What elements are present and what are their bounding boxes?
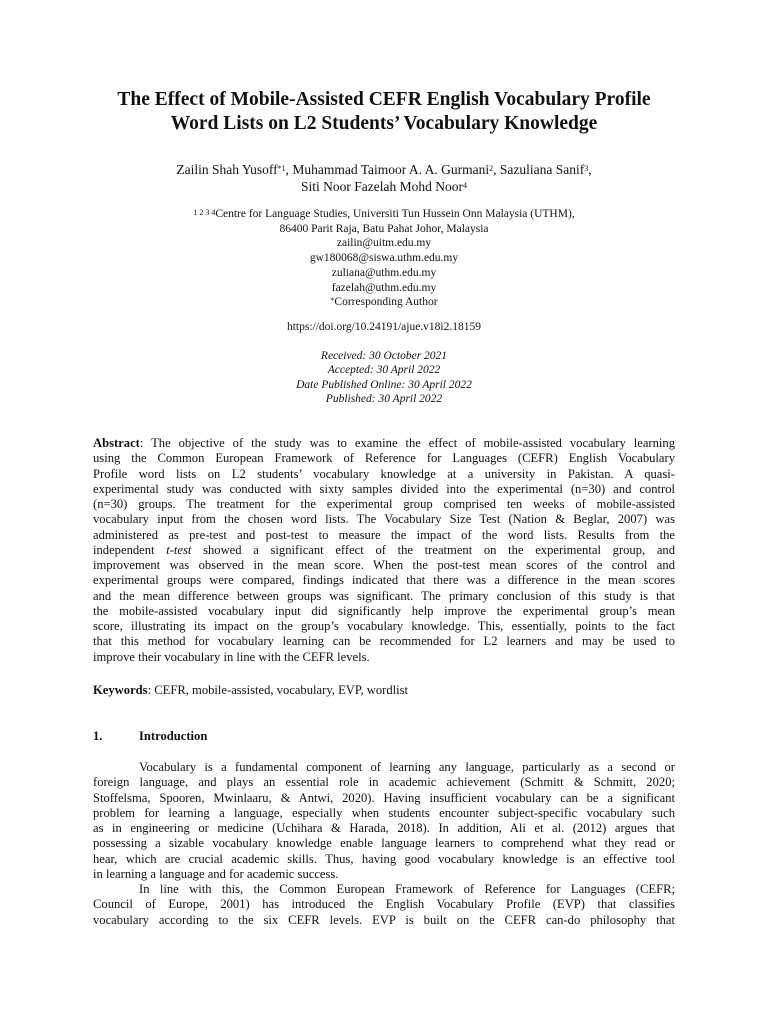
intro-line: hear, which are crucial academic skills. Thus, having good vocabulary knowledge is an effective tool xyxy=(93,851,675,866)
abstract-line xyxy=(93,436,675,451)
abstract-line: experimental study was conducted with sixty samples divided into the experimental (n=30) and control xyxy=(93,481,675,496)
author-list xyxy=(60,161,708,195)
author-name: Siti Noor Fazelah Mohd Noor xyxy=(301,179,463,194)
abstract-line xyxy=(93,543,675,558)
keywords-text: : CEFR, mobile-assisted, vocabulary, EVP, wordlist xyxy=(147,683,409,697)
affiliation-sup: 1 2 3 4 xyxy=(193,208,216,217)
abstract-line: the mobile-assisted vocabulary input did significantly help improve the experimental group’s mean xyxy=(93,603,675,618)
corresponding-sup: * xyxy=(330,296,335,306)
intro-line: in learning a language and for academic success. xyxy=(93,866,339,881)
affiliation-text: Centre for Language Studies, Universiti Tun Hussein Onn Malaysia (UTHM), xyxy=(215,208,575,220)
author-line xyxy=(60,161,708,178)
paper-title xyxy=(60,88,708,136)
author-email: zuliana@uthm.edu.my xyxy=(331,266,437,279)
abstract-label: Abstract xyxy=(93,436,140,450)
abstract-italic: t-test xyxy=(166,542,192,557)
abstract-line: and the mean difference between groups was significant. The primary conclusion of this study is that xyxy=(93,588,675,603)
section-heading xyxy=(93,729,675,744)
intro-line: Vocabulary is a fundamental component of learning any language, particularly as a second or xyxy=(139,760,675,774)
intro-line: possessing a sizable vocabulary knowledge enable language learners to comprehend what they read or xyxy=(93,836,675,851)
author-email: fazelah@uthm.edu.my xyxy=(331,281,437,294)
keywords xyxy=(93,683,675,698)
author-email: zailin@uitm.edu.my xyxy=(336,237,432,250)
date-published: Published: 30 April 2022 xyxy=(325,392,443,405)
doi-link[interactable]: https://doi.org/10.24191/ajue.v18i2.18159 xyxy=(286,321,481,333)
date-published-online: Date Published Online: 30 April 2022 xyxy=(296,378,472,391)
corresponding-text: Corresponding Author xyxy=(334,296,438,309)
section-title: Introduction xyxy=(139,729,208,743)
keywords-label: Keywords xyxy=(93,683,148,697)
abstract-text: independent xyxy=(93,542,167,557)
section-number: 1. xyxy=(93,729,103,743)
publication-dates xyxy=(60,349,708,406)
author-email: gw180068@siswa.uthm.edu.my xyxy=(309,252,459,265)
intro-line: Council of Europe, 2001) has introduced the English Vocabulary Profile (EVP) that classifies xyxy=(93,897,675,912)
intro-line: as in engineering or medicine (Uchihara & Harada, 2018). In addition, Ali et al. (2012) argues that xyxy=(93,821,675,835)
author-sup: 3 xyxy=(584,164,589,173)
date-received: Received: 30 October 2021 xyxy=(320,350,448,362)
abstract-line: vocabulary input from the chosen word lists. The Vocabulary Size Test (Nation & Beglar, 2007) was xyxy=(93,512,675,527)
abstract-line: improve their vocabulary in line with the CEFR levels. xyxy=(93,649,370,664)
abstract-line: experimental groups were compared, findings indicated that there was a difference in the mean scores xyxy=(93,573,675,588)
corresponding-note xyxy=(60,295,708,310)
abstract-line: using the Common European Framework of Reference for Languages (CEFR) English Vocabulary xyxy=(93,451,675,466)
author-name: Zailin Shah Yusoff xyxy=(176,162,278,177)
author-sep: , xyxy=(588,162,592,177)
introduction-body xyxy=(93,760,675,928)
affiliation-block xyxy=(60,207,708,310)
intro-line: Stoffelsma, Spooren, Mwinlaaru, & Antwi, 2020). Having insufficient vocabulary can be a significant xyxy=(93,790,675,805)
abstract-line: that this method for vocabulary learning can be recommended for L2 learners and may be used to xyxy=(93,634,675,649)
intro-line: In line with this, the Common European Framework of Reference for Languages (CEFR; xyxy=(139,882,675,896)
title-line: The Effect of Mobile-Assisted CEFR English Vocabulary Profile xyxy=(117,89,651,110)
author-sup: 4 xyxy=(462,181,467,190)
author-sup: 2 xyxy=(489,164,494,173)
author-name: , Muhammad Taimoor A. A. Gurmani xyxy=(285,162,490,177)
abstract-line: score, illustrating its impact on the group’s vocabulary knowledge. This, essentially, points to the fact xyxy=(93,619,675,633)
abstract xyxy=(93,436,675,665)
title-line: Word Lists on L2 Students’ Vocabulary Knowledge xyxy=(170,113,598,134)
abstract-text: showed a significant effect of the treatment on the experimental group, and xyxy=(191,542,675,557)
author-sup: *1 xyxy=(277,164,286,173)
affiliation-address: 86400 Parit Raja, Batu Pahat Johor, Malaysia xyxy=(279,222,489,235)
intro-line: vocabulary according to the six CEFR levels. EVP is built on the CEFR can-do philosophy that xyxy=(93,912,675,927)
abstract-line: administered as pre-test and post-test to measure the impact of the word lists. Results from the xyxy=(93,527,675,542)
author-line xyxy=(60,178,708,195)
intro-line: problem for learning a language, especially when students encounter subject-specific vocabulary such xyxy=(93,805,675,820)
abstract-line: improvement was observed in the mean score. When the post-test mean scores of the control and xyxy=(93,558,675,572)
affiliation-line xyxy=(60,207,708,222)
date-accepted: Accepted: 30 April 2022 xyxy=(327,364,441,377)
abstract-line: (n=30) groups. The treatment for the experimental group comprised ten weeks of mobile-assisted xyxy=(93,497,675,511)
abstract-text: : The objective of the study was to examine the effect of mobile-assisted vocabulary learning xyxy=(139,436,675,450)
intro-line: foreign language, and plays an essential role in academic achievement (Schmitt & Schmitt, 2020; xyxy=(93,775,675,790)
abstract-line: Profile word lists on L2 students’ vocabulary knowledge at a university in Pakistan. A quasi- xyxy=(93,466,675,481)
author-name: , Sazuliana Sanif xyxy=(493,162,585,177)
